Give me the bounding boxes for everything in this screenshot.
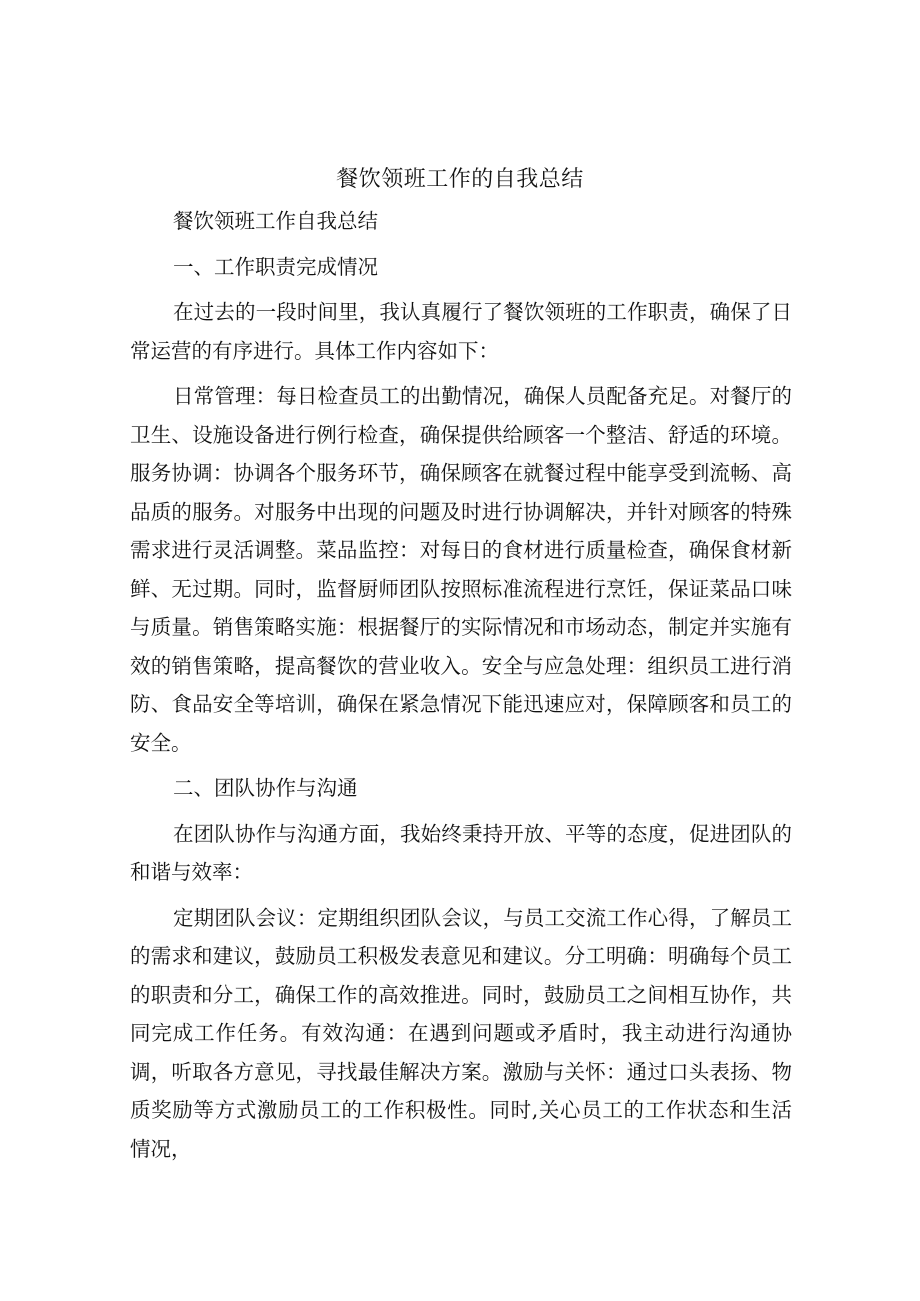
document-body xyxy=(130,202,792,1168)
section-1-body: 日常管理：每日检查员工的出勤情况，确保人员配备充足。对餐厅的卫生、设施设备进行例行检查，确保提供给顾客一个整洁、舒适的环境。服务协调：协调各个服务环节，确保顾客在就餐过程中能享受到流畅、高品质的服务。对服务中出现的问题及时进行协调解决，并针对顾客的特殊需求进行灵活调整。菜品监控：对每日的食材进行质量检查，确保食材新鲜、无过期。同时，监督厨师团队按照标准流程进行烹饪，保证菜品口味与质量。销售策略实施：根据餐厅的实际情况和市场动态，制定并实施有效的销售策略，提高餐饮的营业收入。安全与应急处理：组织员工进行消防、食品安全等培训，确保在紧急情况下能迅速应对，保障顾客和员工的安全。 xyxy=(130,384,792,755)
section-2-intro: 在团队协作与沟通方面，我始终秉持开放、平等的态度，促进团队的和谐与效率： xyxy=(130,821,792,884)
section-heading-1: 一、工作职责完成情况 xyxy=(173,254,379,279)
section-1-intro: 在过去的一段时间里，我认真履行了餐饮领班的工作职责，确保了日常运营的有序进行。具体工作内容如下： xyxy=(130,300,792,363)
section-heading-2: 二、团队协作与沟通 xyxy=(173,776,358,800)
document-subtitle: 餐饮领班工作自我总结 xyxy=(173,209,379,233)
document-title: 餐饮领班工作的自我总结 xyxy=(336,167,584,192)
section-2-body: 定期团队会议：定期组织团队会议，与员工交流工作心得，了解员工的需求和建议，鼓励员工积极发表意见和建议。分工明确：明确每个员工的职责和分工，确保工作的高效推进。同时，鼓励员工之间相互协作，共同完成工作任务。有效沟通：在遇到问题或矛盾时，我主动进行沟通协调，听取各方意见，寻找最佳解决方案。激励与关怀：通过口头表扬、物质奖励等方式激励员工的工作积极性。同时,关心员工的工作状态和生活情况， xyxy=(130,905,792,1161)
